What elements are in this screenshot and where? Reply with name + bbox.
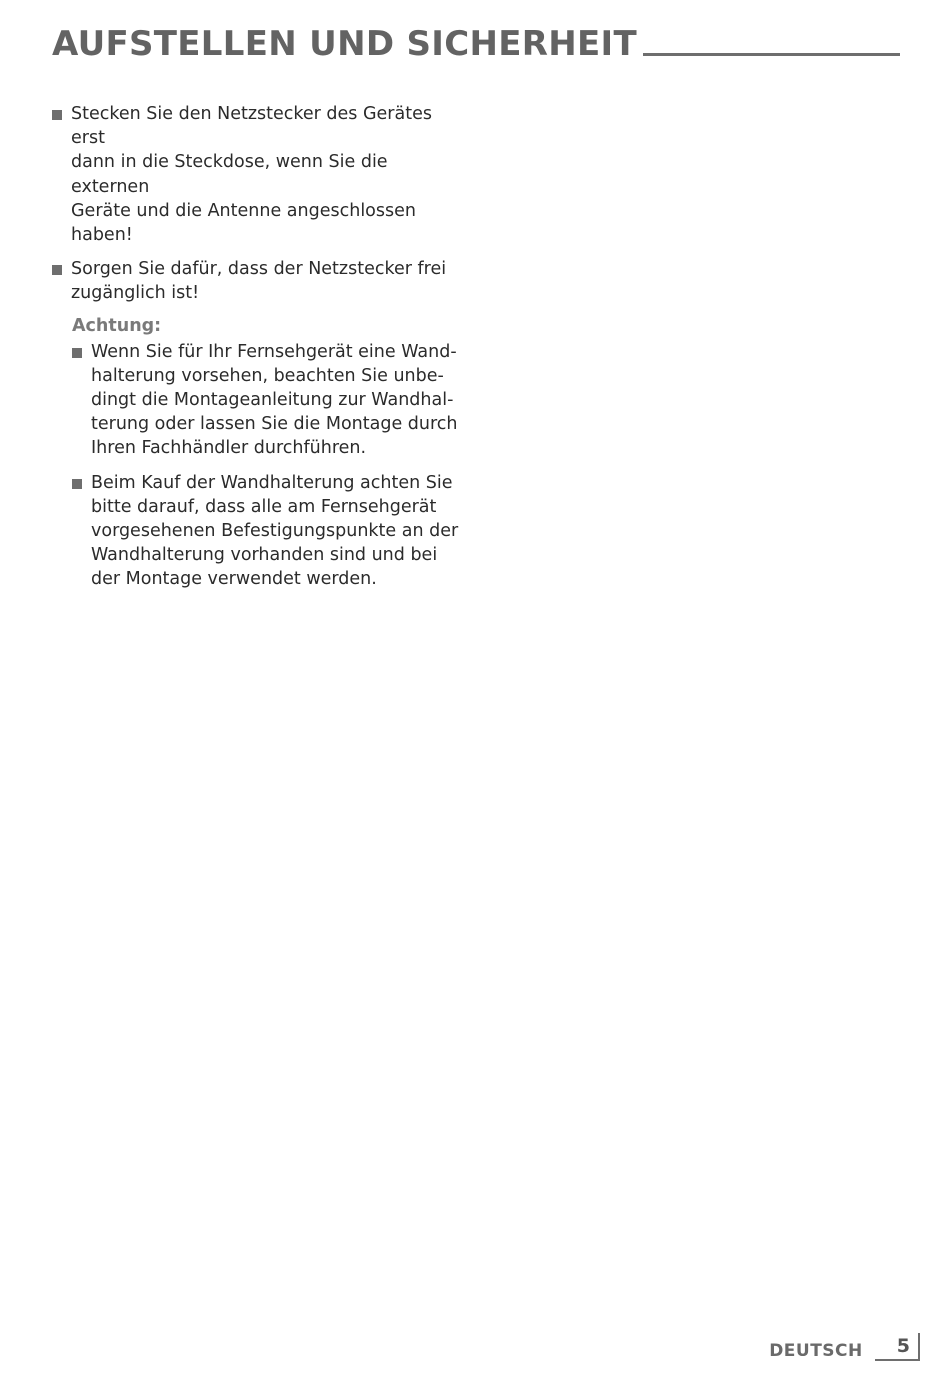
warning-list-item-text: Beim Kauf der Wandhalterung achten Sie bitte darauf, dass alle am Fernsehgerät vorgesehenen Befestigungspunkte an der Wandhalterung vorhanden sind und bei der Montage verwendet werden. [91, 472, 459, 590]
square-bullet-icon [72, 348, 82, 358]
warning-list-item-text: Wenn Sie für Ihr Fernsehgerät eine Wand- halterung vorsehen, beachten Sie unbe- dingt die Montageanleitung zur Wandhal- terung oder lassen Sie die Montage durch Ihren Fachhändler durchführen. [91, 341, 458, 459]
list-item-text: Stecken Sie den Netzstecker des Gerätes erst dann in die Steckdose, wenn Sie die externen Geräte und die Antenne angeschlossen haben! [71, 104, 432, 246]
square-bullet-icon [72, 479, 82, 489]
page-number: 5 [875, 1333, 920, 1361]
warning-label: Achtung: [72, 315, 162, 336]
main-content [52, 102, 462, 602]
square-bullet-icon [52, 265, 62, 275]
page-title: AUFSTELLEN UND SICHERHEIT [52, 24, 637, 64]
warning-list-item [72, 471, 462, 592]
page-header [52, 20, 900, 64]
footer-language: DEUTSCH [769, 1341, 863, 1361]
list-item-text: Sorgen Sie dafür, dass der Netzstecker frei zugänglich ist! [71, 259, 447, 304]
page-footer [769, 1333, 920, 1361]
title-rule [643, 53, 900, 56]
list-item [52, 102, 462, 247]
square-bullet-icon [52, 110, 62, 120]
list-item [52, 257, 462, 305]
warning-list-item [72, 340, 462, 461]
warning-section [72, 314, 462, 592]
